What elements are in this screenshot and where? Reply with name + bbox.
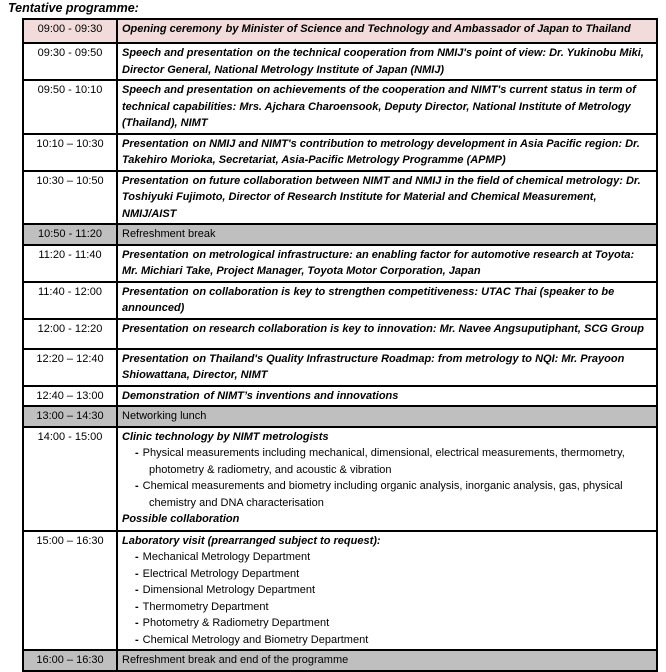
table-row (23, 406, 657, 427)
description-cell (117, 80, 657, 134)
bullet-text: Chemical measurements and biometry including organic analysis, inorganic analysis, gas, physical chemistry and DNA characterisation (142, 480, 623, 509)
bullet-item (122, 615, 652, 632)
session-line (122, 351, 648, 384)
time-cell: 10:50 - 11:20 (23, 224, 117, 245)
session-description: on research collaboration is key to innovation: Mr. Navee Angsuputiphant, SCG Group (192, 322, 644, 335)
bullet-text: Physical measurements including mechanical, dimensional, electrical measurements, thermometry, photometry & radiometry, and acoustic & vibration (142, 447, 625, 476)
bullet-marker: - (135, 551, 139, 563)
section-heading: Possible collaboration (122, 513, 240, 525)
session-type-label: Opening ceremony (122, 23, 222, 35)
bullet-item (122, 478, 652, 511)
bullet-item (122, 445, 652, 478)
table-row (23, 80, 657, 134)
description-cell (117, 650, 657, 671)
bullet-marker: - (135, 567, 139, 580)
table-row (23, 171, 657, 225)
time-cell: 12:00 - 12:20 (23, 319, 117, 349)
table-row (23, 224, 657, 245)
description-cell (117, 19, 657, 43)
session-type-label: Speech and presentation (122, 84, 253, 96)
session-type-label: Presentation (122, 137, 189, 150)
session-description: on metrological infrastructure: an enabling factor for automotive research at Toyota: Mr. Michiari Take, Project Manager, Toyota Motor Corporation, Japan (122, 248, 635, 277)
bullet-text: Chemical Metrology and Biometry Department (142, 633, 369, 646)
session-type-label: Presentation (122, 285, 189, 298)
session-type-label: Presentation (122, 248, 189, 261)
session-line (122, 136, 648, 169)
table-row (23, 43, 657, 80)
description-cell (117, 319, 657, 349)
description-cell (117, 134, 657, 171)
session-description: on future collaboration between NIMT and NMIJ in the field of chemical metrology: Dr. Toshiyuki Fujimoto, Director of Research Institute for Material and Chemical Measurement, NMIJ/AIST (122, 174, 641, 220)
time-cell: 11:20 - 11:40 (23, 245, 117, 282)
time-cell: 13:00 – 14:30 (23, 406, 117, 427)
table-row (23, 386, 657, 407)
table-row (23, 349, 657, 386)
bullet-item (122, 632, 652, 649)
plain-text: Refreshment break (122, 228, 216, 240)
schedule-table-body (23, 19, 657, 671)
description-cell (117, 386, 657, 407)
session-line (122, 173, 648, 223)
session-description: on NMIJ and NIMT's contribution to metrology development in Asia Pacific region: Dr. Takehiro Morioka, Secretariat, Asia-Pacific Metrology Programme (APMP) (122, 137, 640, 166)
session-line (122, 21, 648, 38)
page-title: Tentative programme: (8, 1, 139, 15)
session-description: on collaboration is key to strengthen competitiveness: UTAC Thai (speaker to be announced) (122, 285, 615, 314)
session-description: on the technical cooperation from NMIJ's point of view: Dr. Yukinobu Miki, Director General, National Metrology Institute of Japan (NMIJ) (122, 47, 644, 76)
bullet-item (122, 549, 652, 566)
plain-text: Refreshment break and end of the programme (122, 654, 349, 666)
time-cell: 09:30 - 09:50 (23, 43, 117, 80)
bullet-text: Electrical Metrology Department (142, 567, 300, 580)
bullet-marker: - (135, 447, 139, 459)
table-row (23, 19, 657, 43)
time-cell: 10:30 – 10:50 (23, 171, 117, 225)
bullet-text: Thermometry Department (142, 600, 269, 613)
bullet-marker: - (135, 633, 139, 646)
description-cell (117, 224, 657, 245)
time-cell: 11:40 - 12:00 (23, 282, 117, 319)
time-cell: 10:10 – 10:30 (23, 134, 117, 171)
description-cell (117, 349, 657, 386)
bullet-marker: - (135, 584, 139, 596)
plain-text: Networking lunch (122, 410, 207, 422)
bullet-item (122, 566, 652, 583)
time-cell: 12:20 – 12:40 (23, 349, 117, 386)
time-cell: 09:00 - 09:30 (23, 19, 117, 43)
table-row (23, 319, 657, 349)
table-row (23, 427, 657, 531)
session-description: of NIMT’s inventions and innovations (203, 389, 399, 402)
session-description: by Minister of Science and Technology and Ambassador of Japan to Thailand (225, 23, 631, 35)
description-cell (117, 427, 657, 531)
session-line (122, 82, 648, 132)
session-type-label: Presentation (122, 352, 189, 365)
session-description: on Thailand's Quality Infrastructure Roadmap: from metrology to NQI: Mr. Prayoon Shiowattana, Director, NIMT (122, 352, 625, 381)
description-cell (117, 531, 657, 651)
time-cell: 12:40 – 13:00 (23, 386, 117, 407)
section-heading: Clinic technology by NIMT metrologists (122, 430, 329, 443)
time-cell: 16:00 – 16:30 (23, 650, 117, 671)
session-type-label: Presentation (122, 322, 189, 335)
session-type-label: Presentation (122, 174, 189, 187)
bullet-marker: - (135, 617, 139, 629)
description-cell (117, 282, 657, 319)
section-heading: Laboratory visit (prearranged subject to request): (122, 534, 381, 547)
session-line (122, 247, 648, 280)
description-cell (117, 171, 657, 225)
bullet-item (122, 582, 652, 599)
session-line (122, 45, 648, 78)
table-row (23, 650, 657, 671)
description-cell (117, 406, 657, 427)
table-row (23, 531, 657, 651)
bullet-marker: - (135, 480, 139, 492)
bullet-text: Photometry & Radiometry Department (142, 617, 330, 629)
bullet-text: Dimensional Metrology Department (142, 584, 316, 596)
session-line (122, 388, 648, 405)
bullet-text: Mechanical Metrology Department (142, 551, 311, 563)
bullet-marker: - (135, 600, 139, 613)
session-description: on achievements of the cooperation and NIMT's current status in term of technical capabilities: Mrs. Ajchara Charoensook, Deputy Director, National Institute of Metrology (Thailand), NIMT (122, 84, 636, 129)
session-line (122, 321, 648, 338)
table-row (23, 282, 657, 319)
session-type-label: Speech and presentation (122, 47, 253, 59)
table-row (23, 134, 657, 171)
table-row (23, 245, 657, 282)
session-line (122, 284, 648, 317)
session-type-label: Demonstration (122, 389, 200, 402)
time-cell: 09:50 - 10:10 (23, 80, 117, 134)
time-cell: 15:00 – 16:30 (23, 531, 117, 651)
programme-table (22, 18, 658, 672)
description-cell (117, 43, 657, 80)
description-cell (117, 245, 657, 282)
time-cell: 14:00 - 15:00 (23, 427, 117, 531)
bullet-item (122, 599, 652, 616)
